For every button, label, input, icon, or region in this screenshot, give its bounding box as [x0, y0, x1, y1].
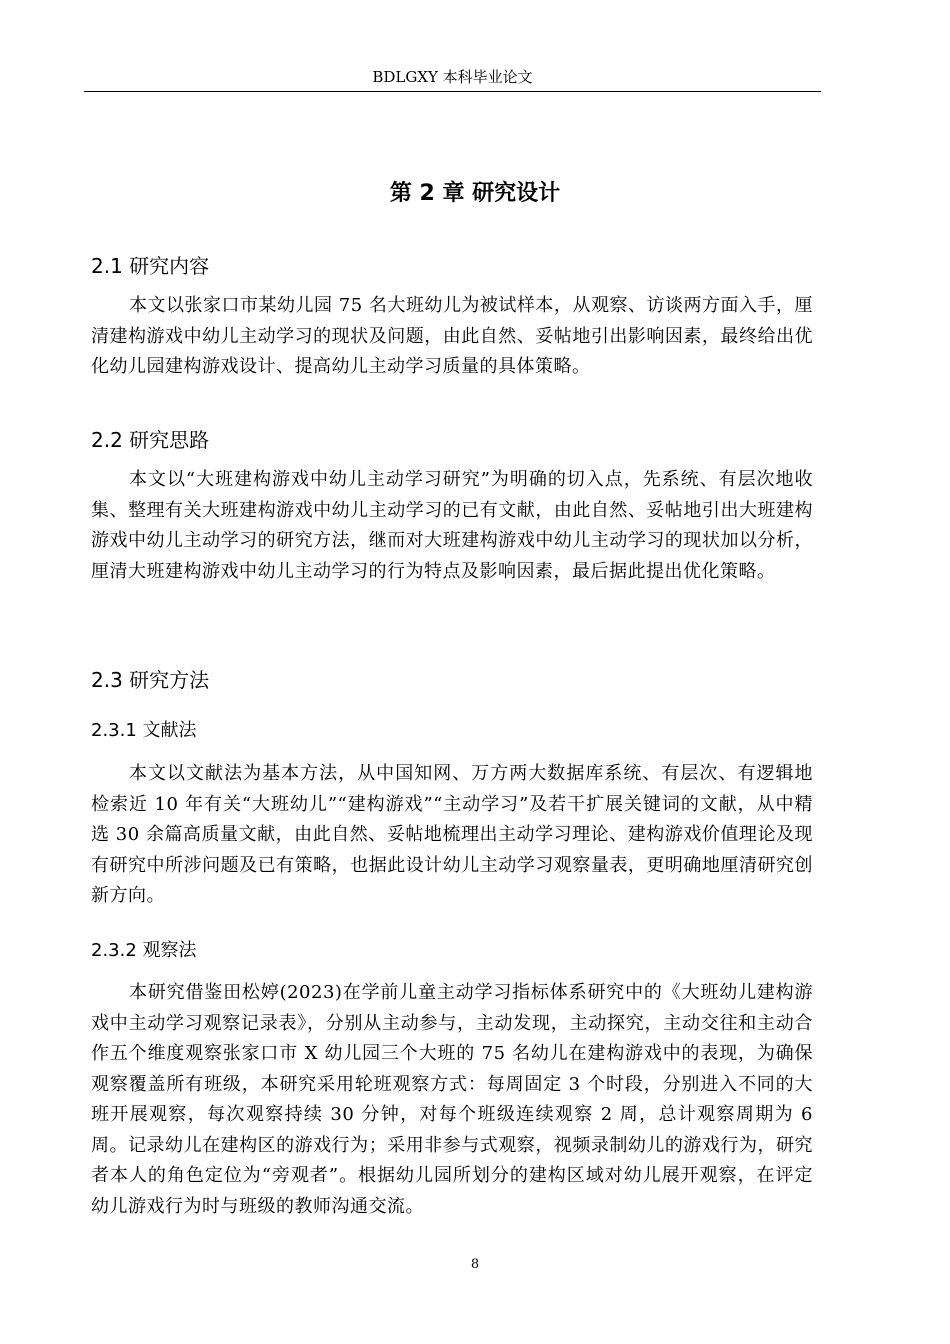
section-heading-2-2: 2.2 研究思路 — [91, 428, 210, 452]
running-header: BDLGXY 本科毕业论文 — [372, 68, 533, 86]
header-divider — [84, 91, 821, 92]
section-paragraph-2-2: 本文以“大班建构游戏中幼儿主动学习研究”为明确的切入点，先系统、有层次地收集、整理有关大班建构游戏中幼儿主动学习的已有文献，由此自然、妥帖地引出大班建构游戏中幼儿主动学习的研究方法，继而对大班建构游戏中幼儿主动学习的现状加以分析，厘清大班建构游戏中幼儿主动学习的行为特点及影响因素，最后据此提出优化策略。 — [91, 469, 813, 582]
page-number: 8 — [470, 1257, 480, 1272]
chapter-title: 第 2 章 研究设计 — [389, 181, 561, 206]
section-heading-2-3: 2.3 研究方法 — [91, 668, 210, 692]
section-paragraph-2-1: 本文以张家口市某幼儿园 75 名大班幼儿为被试样本，从观察、访谈两方面入手，厘清建构游戏中幼儿主动学习的现状及问题，由此自然、妥帖地引出影响因素，最终给出优化幼儿园建构游戏设计、提高幼儿主动学习质量的具体策略。 — [91, 295, 813, 377]
subsection-heading-2-3-1: 2.3.1 文献法 — [91, 720, 197, 741]
subsection-paragraph-2-3-1: 本文以文献法为基本方法，从中国知网、万方两大数据库系统、有层次、有逻辑地检索近 10 年有关“大班幼儿”“建构游戏”“主动学习”及若干扩展关键词的文献，从中精选 30 余篇高质量文献，由此自然、妥帖地梳理出主动学习理论、建构游戏价值理论及现有研究中所涉问题及已有策略，也据此设计幼儿主动学习观察量表，更明确地厘清研究创新方向。 — [91, 763, 813, 906]
section-heading-2-1: 2.1 研究内容 — [91, 254, 210, 278]
subsection-paragraph-2-3-2: 本研究借鉴田松婷(2023)在学前儿童主动学习指标体系研究中的《大班幼儿建构游戏中主动学习观察记录表》，分别从主动参与，主动发现，主动探究，主动交往和主动合作五个维度观察张家口市 X 幼儿园三个大班的 75 名幼儿在建构游戏中的表现，为确保观察覆盖所有班级，本研究采用轮班观察方式：每周固定 3 个时段，分别进入不同的大班开展观察，每次观察持续 30 分钟，对每个班级连续观察 2 周，总计观察周期为 6 周。记录幼儿在建构区的游戏行为；采用非参与式观察，视频录制幼儿的游戏行为，研究者本人的角色定位为“旁观者”。根据幼儿园所划分的建构区域对幼儿展开观察，在评定幼儿游戏行为时与班级的教师沟通交流。 — [91, 982, 813, 1217]
subsection-heading-2-3-2: 2.3.2 观察法 — [91, 940, 197, 961]
